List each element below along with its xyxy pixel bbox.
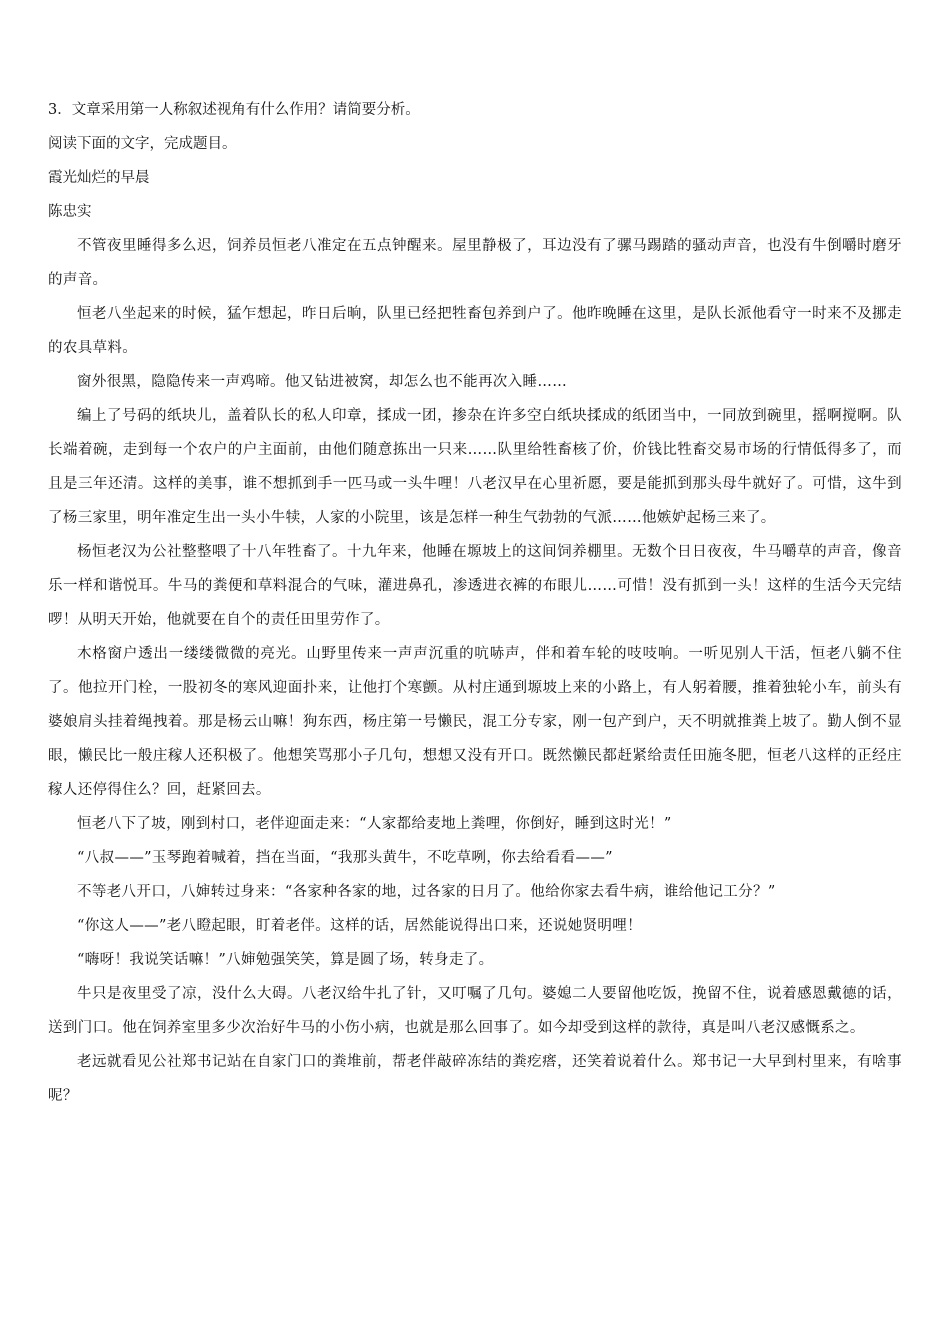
reading-instruction: 阅读下面的文字，完成题目。 — [48, 136, 237, 152]
paragraph: 杨恒老汉为公社整整喂了十八年牲畜了。十九年来，他睡在塬坡上的这间饲养棚里。无数个日日夜夜，牛马嚼草的声音，像音乐一样和谐悦耳。牛马的粪便和草料混合的气味，灌进鼻孔，渗透进衣裤的布眼儿……可惜！没有抓到一头！这样的生活今天完结啰！从明天开始，他就要在自个的责任田里劳作了。 — [48, 544, 902, 628]
article-author: 陈忠实 — [48, 204, 92, 220]
article-title: 霞光灿烂的早晨 — [48, 170, 150, 186]
paragraph: “嗨呀！我说笑话嘛！”八婶勉强笑笑，算是圆了场，转身走了。 — [77, 952, 494, 968]
paragraph: 恒老八坐起来的时候，猛乍想起，昨日后晌，队里已经把牲畜包养到户了。他昨晚睡在这里，是队长派他看守一时来不及挪走的农具草料。 — [48, 306, 902, 356]
paragraph: 恒老八下了坡，刚到村口，老伴迎面走来：“人家都给麦地上粪哩，你倒好，睡到这时光！” — [77, 816, 672, 832]
question-text: 3．文章采用第一人称叙述视角有什么作用？请简要分析。 — [48, 102, 420, 118]
paragraph: 不管夜里睡得多么迟，饲养员恒老八准定在五点钟醒来。屋里静极了，耳边没有了骡马踢踏的骚动声音，也没有牛倒嚼时磨牙的声音。 — [48, 238, 902, 288]
paragraph: 木格窗户透出一缕缕微微的亮光。山野里传来一声声沉重的吭哧声，伴和着车轮的吱吱响。一听见别人干活，恒老八躺不住了。他拉开门栓，一股初冬的寒风迎面扑来，让他打个寒颤。从村庄通到塬坡上来的小路上，有人躬着腰，推着独轮小车，前头有婆娘肩头挂着绳拽着。那是杨云山嘛！狗东西，杨庄第一号懒民，混工分专家，刚一包产到户，天不明就推粪上坡了。勤人倒不显眼，懒民比一般庄稼人还积极了。他想笑骂那小子几句，想想又没有开口。既然懒民都赶紧给责任田施冬肥，恒老八这样的正经庄稼人还停得住么？回，赶紧回去。 — [48, 646, 902, 798]
paragraph: 老远就看见公社郑书记站在自家门口的粪堆前，帮老伴敲碎冻结的粪疙瘩，还笑着说着什么。郑书记一大早到村里来，有啥事呢？ — [48, 1054, 902, 1104]
paragraph: 牛只是夜里受了凉，没什么大碍。八老汉给牛扎了针，又叮嘱了几句。婆媳二人要留他吃饭，挽留不住，说着感恩戴德的话，送到门口。他在饲养室里多少次治好牛马的小伤小病，也就是那么回事了。如今却受到这样的款待，真是叫八老汉感慨系之。 — [48, 986, 902, 1036]
article-body — [48, 229, 902, 1113]
paragraph: 编上了号码的纸块儿，盖着队长的私人印章，揉成一团，掺杂在许多空白纸块揉成的纸团当中，一同放到碗里，摇啊搅啊。队长端着碗，走到每一个农户的户主面前，由他们随意拣出一只来……队里给牲畜核了价，价钱比牲畜交易市场的行情低得多了，而且是三年还清。这样的美事，谁不想抓到手一匹马或一头牛哩！八老汉早在心里祈愿，要是能抓到那头母牛就好了。可惜，这牛到了杨三家里，明年准定生出一头小牛犊，人家的小院里，该是怎样一种生气勃勃的气派……他嫉妒起杨三来了。 — [48, 408, 902, 526]
paragraph: “你这人——”老八瞪起眼，盯着老伴。这样的话，居然能说得出口来，还说她贤明哩！ — [77, 918, 642, 934]
paragraph: 窗外很黑，隐隐传来一声鸡啼。他又钻进被窝，却怎么也不能再次入睡…… — [77, 374, 568, 390]
paragraph: “八叔——”玉琴跑着喊着，挡在当面，“我那头黄牛，不吃草咧，你去给看看——” — [77, 850, 613, 866]
paragraph: 不等老八开口，八婶转过身来：“各家种各家的地，过各家的日月了。他给你家去看牛病，谁给他记工分？” — [77, 884, 776, 900]
